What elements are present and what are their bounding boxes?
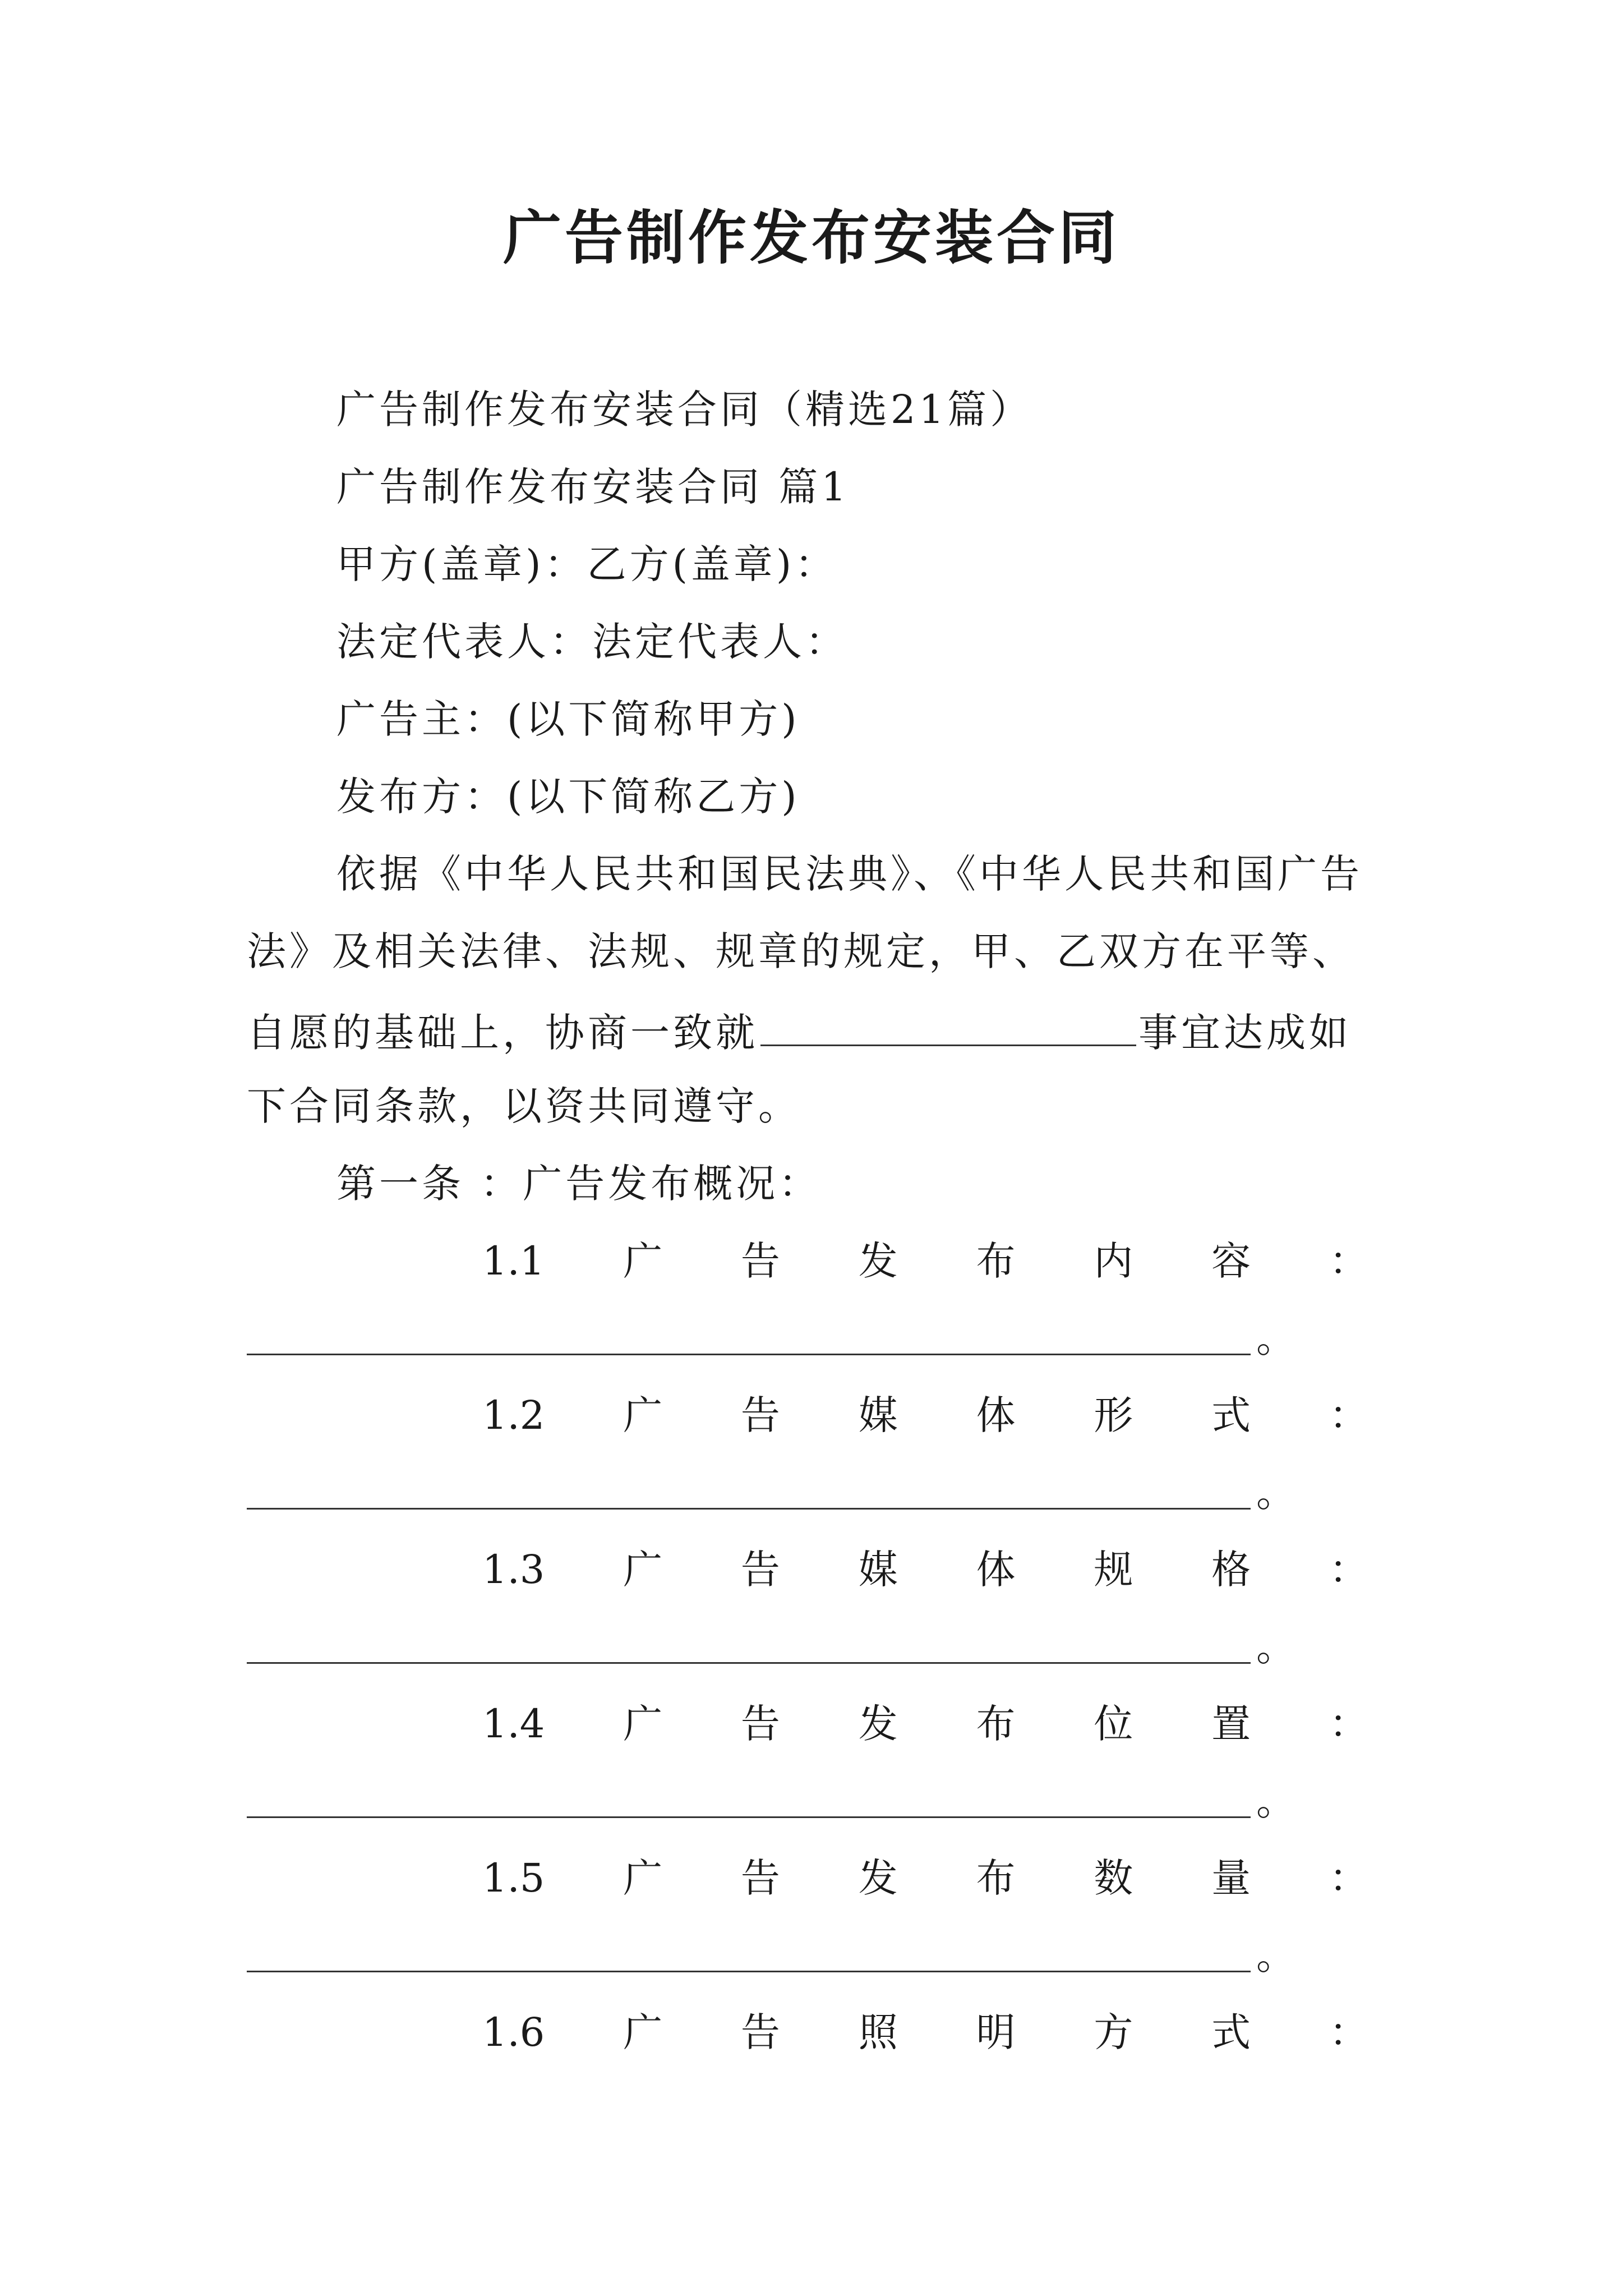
item-colon: ： (1329, 2009, 1368, 2055)
item-char: 媒 (858, 1392, 898, 1438)
item-char: 广 (623, 1547, 663, 1593)
item-char: 照 (858, 2009, 898, 2055)
item-colon: ： (1329, 1547, 1368, 1593)
item-char: 广 (623, 1238, 663, 1284)
fill-in-blank (247, 1816, 1251, 1818)
item-char: 容 (1211, 1238, 1251, 1284)
fill-in-row (247, 1619, 1295, 1675)
subtitle-line: 广告制作发布安装合同（精选21篇） (336, 386, 1033, 432)
fill-in-blank (247, 1971, 1251, 1972)
paragraph-text: 自愿的基础上，协商一致就 (247, 1010, 758, 1056)
item-char: 体 (976, 1547, 1016, 1593)
item-char: 置 (1211, 1701, 1251, 1747)
fill-in-row (247, 1310, 1295, 1366)
fill-in-blank (247, 1508, 1251, 1510)
item-number: 1.5 (482, 1855, 545, 1901)
item-char: 量 (1211, 1855, 1251, 1901)
article-heading: 第一条 ：广告发布概况： (336, 1161, 822, 1207)
item-char: 式 (1211, 2009, 1251, 2055)
item-row (482, 1696, 1368, 1752)
item-char: 位 (1094, 1701, 1133, 1747)
item-char: 发 (858, 1701, 898, 1747)
paragraph-line-with-blank (247, 1001, 1352, 1061)
legal-rep-line: 法定代表人：法定代表人： (336, 619, 848, 665)
party-seal-line: 甲方(盖章)：乙方(盖章)： (336, 541, 838, 587)
period-mark: 。 (1256, 1470, 1295, 1516)
fill-in-row (247, 1927, 1295, 1984)
fill-in-blank (760, 1001, 1136, 1046)
fill-in-blank (247, 1662, 1251, 1664)
item-colon: ： (1329, 1392, 1368, 1438)
period-mark: 。 (1256, 1932, 1295, 1978)
period-mark: 。 (1256, 1624, 1295, 1670)
item-char: 发 (858, 1238, 898, 1284)
item-row (482, 1233, 1368, 1289)
item-row (482, 1850, 1368, 1906)
advertiser-line: 广告主：(以下简称甲方) (336, 696, 800, 742)
item-char: 广 (623, 2009, 663, 2055)
item-char: 告 (740, 1238, 780, 1284)
item-row (482, 2004, 1368, 2060)
item-char: 媒 (858, 1547, 898, 1593)
fill-in-row (247, 1773, 1295, 1829)
paragraph-line: 依据《中华人民共和国民法典》、《中华人民共和国广告 (336, 851, 1363, 897)
fill-in-blank (247, 1354, 1251, 1355)
period-mark: 。 (1256, 1778, 1295, 1824)
item-number: 1.3 (482, 1547, 545, 1593)
fill-in-row (247, 1465, 1295, 1521)
item-char: 式 (1211, 1392, 1251, 1438)
item-row (482, 1387, 1368, 1443)
paragraph-line: 法》及相关法律、法规、规章的规定，甲、乙双方在平等、 (247, 928, 1355, 974)
paragraph-line: 下合同条款，以资共同遵守。 (247, 1083, 801, 1129)
item-char: 数 (1094, 1855, 1133, 1901)
item-char: 广 (623, 1855, 663, 1901)
item-number: 1.2 (482, 1392, 545, 1438)
item-char: 明 (976, 2009, 1016, 2055)
item-char: 体 (976, 1392, 1016, 1438)
item-char: 广 (623, 1392, 663, 1438)
paragraph-text: 事宜达成如 (1138, 1010, 1352, 1056)
section-heading: 广告制作发布安装合同 篇1 (336, 464, 850, 510)
item-char: 内 (1094, 1238, 1133, 1284)
item-row (482, 1542, 1368, 1598)
item-char: 形 (1094, 1392, 1133, 1438)
item-char: 布 (976, 1238, 1016, 1284)
item-number: 1.4 (482, 1701, 545, 1747)
item-colon: ： (1329, 1855, 1368, 1901)
item-colon: ： (1329, 1701, 1368, 1747)
item-char: 告 (740, 1547, 780, 1593)
item-char: 广 (623, 1701, 663, 1747)
document-title: 广告制作发布安装合同 (502, 203, 1120, 272)
item-char: 方 (1094, 2009, 1133, 2055)
period-mark: 。 (1256, 1315, 1295, 1361)
item-char: 告 (740, 1701, 780, 1747)
item-char: 告 (740, 2009, 780, 2055)
item-number: 1.6 (482, 2009, 545, 2055)
item-char: 布 (976, 1701, 1016, 1747)
item-char: 格 (1211, 1547, 1251, 1593)
item-char: 发 (858, 1855, 898, 1901)
publisher-line: 发布方：(以下简称乙方) (336, 774, 800, 820)
item-char: 告 (740, 1855, 780, 1901)
item-char: 规 (1094, 1547, 1133, 1593)
item-number: 1.1 (482, 1238, 545, 1284)
item-colon: ： (1329, 1238, 1368, 1284)
item-char: 布 (976, 1855, 1016, 1901)
item-char: 告 (740, 1392, 780, 1438)
